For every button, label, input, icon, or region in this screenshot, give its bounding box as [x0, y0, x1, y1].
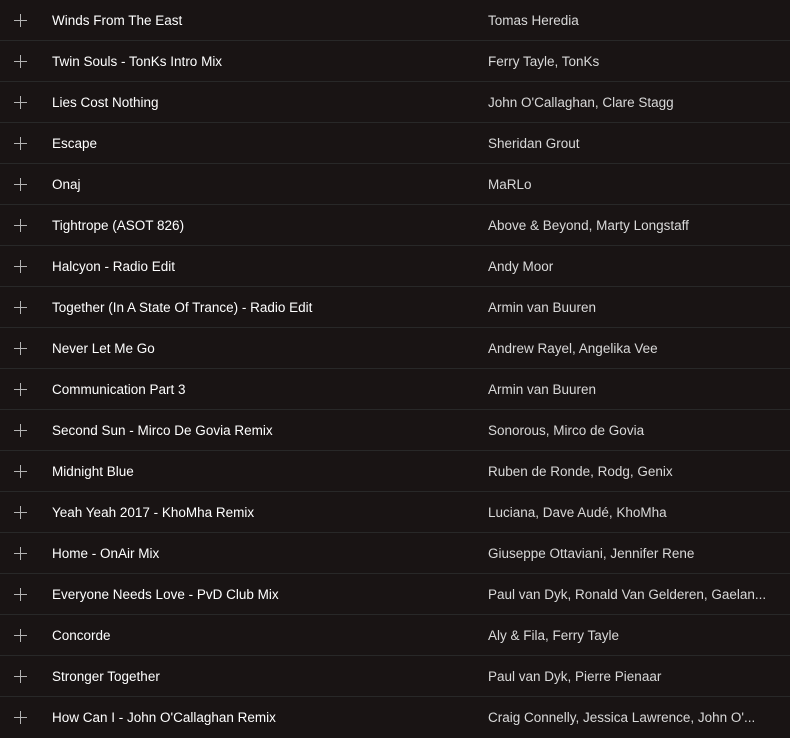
plus-icon — [14, 588, 27, 601]
track-row[interactable] — [0, 82, 790, 123]
track-row[interactable] — [0, 410, 790, 451]
plus-icon — [14, 670, 27, 683]
track-artist: Sonorous, Mirco de Govia — [488, 422, 645, 438]
track-artist: Ruben de Ronde, Rodg, Genix — [488, 463, 673, 479]
add-track-button[interactable] — [0, 615, 40, 655]
add-track-button[interactable] — [0, 697, 40, 738]
plus-icon — [14, 219, 27, 232]
add-track-button[interactable] — [0, 492, 40, 532]
add-track-button[interactable] — [0, 164, 40, 204]
add-track-button[interactable] — [0, 410, 40, 450]
add-track-button[interactable] — [0, 123, 40, 163]
track-row[interactable] — [0, 287, 790, 328]
track-title: Escape — [52, 135, 98, 151]
track-row[interactable] — [0, 205, 790, 246]
track-artist: Armin van Buuren — [488, 381, 597, 397]
plus-icon — [14, 137, 27, 150]
add-track-button[interactable] — [0, 574, 40, 614]
track-title: Concorde — [52, 627, 111, 643]
track-title: Onaj — [52, 176, 81, 192]
track-row[interactable] — [0, 533, 790, 574]
add-track-button[interactable] — [0, 328, 40, 368]
plus-icon — [14, 301, 27, 314]
add-track-button[interactable] — [0, 451, 40, 491]
track-row[interactable] — [0, 492, 790, 533]
plus-icon — [14, 506, 27, 519]
track-artist: Ferry Tayle, TonKs — [488, 53, 600, 69]
plus-icon — [14, 260, 27, 273]
track-artist: Andy Moor — [488, 258, 554, 274]
track-title: Stronger Together — [52, 668, 160, 684]
track-title: Midnight Blue — [52, 463, 134, 479]
plus-icon — [14, 711, 27, 724]
track-row[interactable] — [0, 123, 790, 164]
track-row[interactable] — [0, 328, 790, 369]
track-artist: Sheridan Grout — [488, 135, 580, 151]
track-artist: Paul van Dyk, Ronald Van Gelderen, Gaelan... — [488, 586, 767, 602]
track-artist: Armin van Buuren — [488, 299, 597, 315]
track-row[interactable] — [0, 574, 790, 615]
track-artist: Giuseppe Ottaviani, Jennifer Rene — [488, 545, 695, 561]
add-track-button[interactable] — [0, 287, 40, 327]
track-title: Twin Souls - TonKs Intro Mix — [52, 53, 223, 69]
track-artist: MaRLo — [488, 176, 532, 192]
plus-icon — [14, 629, 27, 642]
track-row[interactable] — [0, 41, 790, 82]
track-row[interactable] — [0, 656, 790, 697]
plus-icon — [14, 547, 27, 560]
track-row[interactable] — [0, 0, 790, 41]
track-title: Everyone Needs Love - PvD Club Mix — [52, 586, 279, 602]
track-artist: Aly & Fila, Ferry Tayle — [488, 627, 620, 643]
track-row[interactable] — [0, 615, 790, 656]
track-row[interactable] — [0, 451, 790, 492]
track-title: Second Sun - Mirco De Govia Remix — [52, 422, 273, 438]
add-track-button[interactable] — [0, 205, 40, 245]
add-track-button[interactable] — [0, 246, 40, 286]
track-title: Halcyon - Radio Edit — [52, 258, 176, 274]
track-artist: Craig Connelly, Jessica Lawrence, John O'... — [488, 710, 756, 725]
plus-icon — [14, 383, 27, 396]
plus-icon — [14, 55, 27, 68]
plus-icon — [14, 424, 27, 437]
plus-icon — [14, 96, 27, 109]
track-artist: Luciana, Dave Audé, KhoMha — [488, 504, 667, 520]
track-row[interactable] — [0, 246, 790, 287]
track-title: Yeah Yeah 2017 - KhoMha Remix — [52, 504, 255, 520]
plus-icon — [14, 342, 27, 355]
plus-icon — [14, 14, 27, 27]
plus-icon — [14, 465, 27, 478]
track-artist: John O'Callaghan, Clare Stagg — [488, 94, 674, 110]
track-row[interactable] — [0, 369, 790, 410]
track-row[interactable] — [0, 164, 790, 205]
track-title: Lies Cost Nothing — [52, 94, 159, 110]
add-track-button[interactable] — [0, 656, 40, 696]
track-artist: Paul van Dyk, Pierre Pienaar — [488, 668, 662, 684]
track-title: Together (In A State Of Trance) - Radio Edit — [52, 299, 313, 315]
plus-icon — [14, 178, 27, 191]
track-title: Home - OnAir Mix — [52, 545, 160, 561]
track-title: How Can I - John O'Callaghan Remix — [52, 710, 276, 725]
add-track-button[interactable] — [0, 82, 40, 122]
track-row[interactable] — [0, 697, 790, 738]
track-artist: Tomas Heredia — [488, 12, 579, 28]
track-artist: Andrew Rayel, Angelika Vee — [488, 340, 658, 356]
add-track-button[interactable] — [0, 533, 40, 573]
add-track-button[interactable] — [0, 0, 40, 40]
add-track-button[interactable] — [0, 369, 40, 409]
track-artist: Above & Beyond, Marty Longstaff — [488, 217, 689, 233]
track-title: Tightrope (ASOT 826) — [52, 217, 185, 233]
track-title: Never Let Me Go — [52, 340, 155, 356]
track-title: Winds From The East — [52, 12, 183, 28]
track-title: Communication Part 3 — [52, 381, 186, 397]
add-track-button[interactable] — [0, 41, 40, 81]
